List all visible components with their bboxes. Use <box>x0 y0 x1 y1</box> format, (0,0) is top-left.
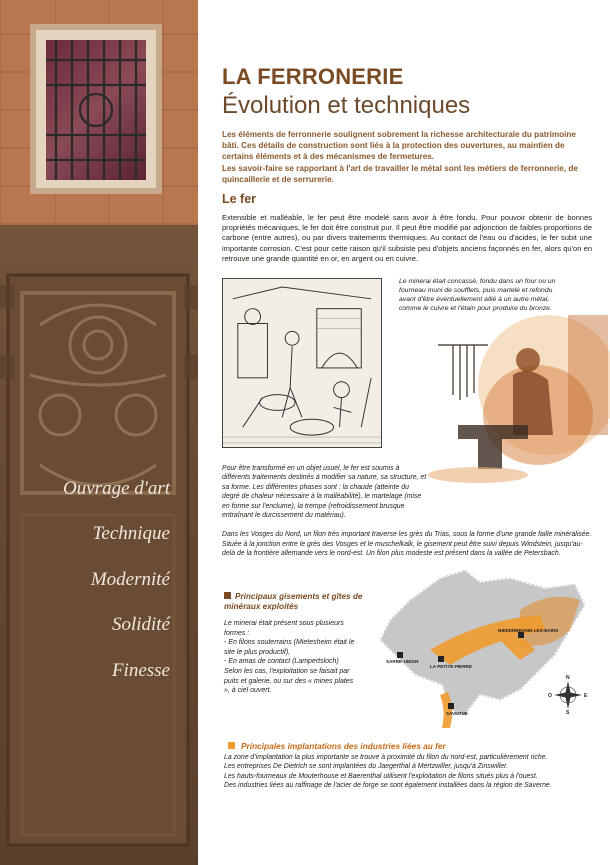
implantations-text <box>224 753 604 791</box>
window-photo <box>0 0 198 225</box>
gisements-title: Principaux gisements et gîtes de minéraux exploités <box>224 592 363 612</box>
gisements-line: - En filons souterrains (Mietesheim était le site le plus productif), <box>224 639 355 656</box>
vosges-paragraph: Dans les Vosges du Nord, un filon très important traverse les grès du Trias, sous la forme d'une grande faille minéralisée. Située à la jonction entre le grès des Vosges et le muschelkalk, le gisement peut être suivi depuis Windstein, jusqu'au-delà de la frontière allemande vers le nord-est. Un filon plus modeste est présent dans la vallée de Petersbach. <box>222 531 592 558</box>
square-bullet-icon <box>224 592 231 599</box>
left-sidebar <box>0 0 198 865</box>
map-label-saverne: SAVERNE <box>446 711 468 716</box>
compass-o: O <box>548 693 552 699</box>
forge-engraving-image <box>222 278 382 448</box>
page-subtitle: Évolution et techniques <box>222 92 471 119</box>
implantations-line: Les entreprises De Dietrich se sont implantées du Jaegerthal à Mertzwiller, jusqu'à Zinswiller. <box>224 763 509 771</box>
caption-minerai: Le minerai était concassé, fondu dans un four ou un fourneau muni de soufflets, puis martelé et refondu avant d'être éventuellement allié à un autre métal, comme le cuivre et l'étain pour produire du bronze. <box>399 278 556 312</box>
fer-paragraph: Extensible et malléable, le fer peut être modelé sans avoir à être fondu. Pour pouvoir obtenir de bonnes propriétés mécaniques, le fer doit être construit pur. Il peut être modifié par adjonction de faibles proportions de carbone (entre autres), ou par divers traitements thermiques. Au contact de l'eau ou d'acides, le fer subit une importante corrosion. C'est pour cette raison qu'il subsiste peu d'objets anciens façonnés en fer, alors qu'on en retrouve une grande quantité en or, en argent ou en cuivre. <box>222 213 592 263</box>
compass-n: N <box>566 675 570 681</box>
implantations-line: La zone d'implantation la plus importante se trouve à proximité du filon du nord-est, particulièrement riche. <box>224 754 548 761</box>
window-pane <box>46 40 146 180</box>
compass-icon <box>554 681 582 709</box>
gisements-heading <box>224 592 389 613</box>
gisements-line: Le minerai était présent sous plusieurs formes : <box>224 620 344 637</box>
gisements-text <box>224 619 356 696</box>
section-heading-fer: Le fer <box>222 192 257 206</box>
map-graphic <box>370 560 602 732</box>
menu-item-finesse: Finesse <box>111 660 170 681</box>
menu-item-ouvrage: Ouvrage d'art <box>63 478 170 499</box>
intro-line: Les savoir-faire se rapportant à l'art de travailler le métal sont les métiers de ferronnerie, de quincaillerie et de serrurerie. <box>222 163 578 184</box>
gisements-line: - En amas de contact (Lampertsloch) <box>224 658 339 666</box>
implantations-heading <box>228 741 446 751</box>
gisements-line: Selon les cas, l'exploitation se faisait par puits et galerie, ou sur des « mines plates », à ciel ouvert. <box>224 667 354 695</box>
intro-paragraph <box>222 129 592 185</box>
carved-door-panel <box>0 265 198 865</box>
implantations-line: Les hauts-fourneaux de Mouterhouse et Baerenthal utilisent l'exploitation de filons situés plus à l'ouest. <box>224 772 538 780</box>
transform-paragraph: Pour être transformé en un objet usuel, le fer est soumis à différents traitements destinés à modifier sa nature, sa structure, et sa forme. Les différentes phases sont : la chaude (atteinte du degré de chaleur nécessaire à la malléabilité), le martelage (mise en forme sur l'enclume), la trempe (refroidissement brusque entraînant le durcissement du matériau). <box>222 465 427 520</box>
page-title: LA FERRONERIE <box>222 64 404 89</box>
intro-line: Les éléments de ferronnerie soulignent sobrement la richesse architecturale du patrimoine bâti. Ces détails de construction sont liés à la protection des ouvertures, au maintien de certains éléments et à des mécanismes de fermetures. <box>222 130 576 162</box>
map-label-niederbronn: NIEDERBRONN-LES-BAINS <box>498 628 559 633</box>
region-map <box>370 560 602 732</box>
window-grille <box>46 40 146 180</box>
main-content <box>198 0 610 865</box>
map-label-petite-pierre: LA PETITE-PIERRE <box>430 664 472 669</box>
menu-item-solidite: Solidité <box>111 614 170 635</box>
implantations-title: Principales implantations des industries liées au fer <box>241 741 446 751</box>
window-frame <box>30 24 162 194</box>
compass-s: S <box>566 710 570 716</box>
menu-item-modernite: Modernité <box>90 569 170 590</box>
map-label-sarre-union: SARRE-UNION <box>386 659 419 664</box>
implantations-line: Des industries liées au raffinage de l'acier de forge se sont également installées dans la région de Saverne. <box>224 782 552 790</box>
square-bullet-icon <box>228 742 235 749</box>
compass-e: E <box>584 693 588 699</box>
menu-item-technique: Technique <box>92 523 170 544</box>
blacksmith-watercolor-image <box>418 305 610 485</box>
